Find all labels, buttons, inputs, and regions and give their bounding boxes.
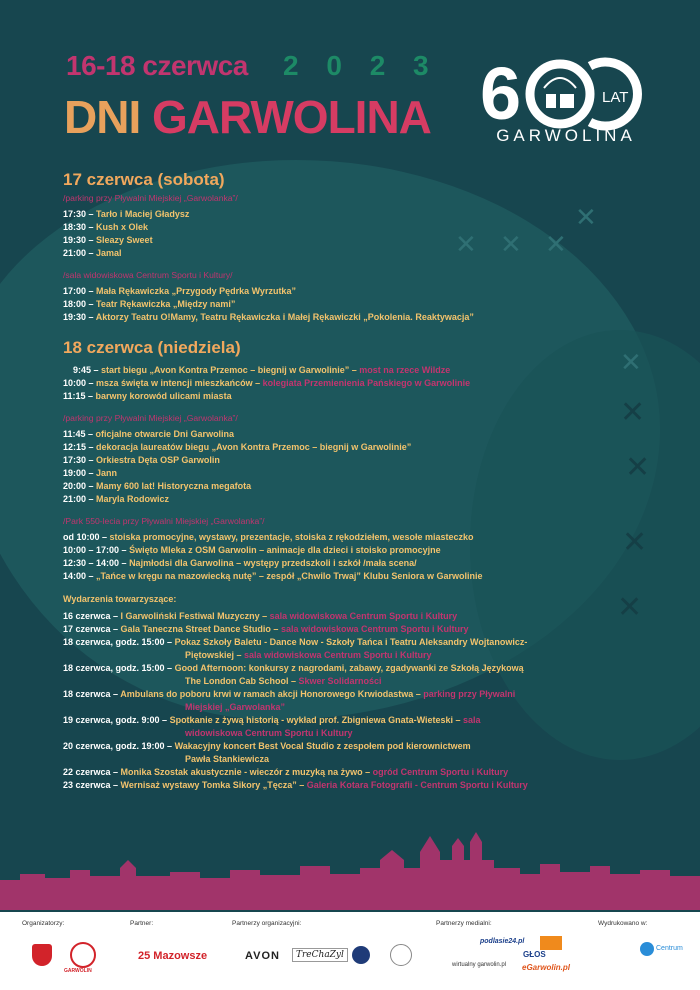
church-icon	[546, 94, 556, 108]
city-skyline	[0, 830, 700, 910]
item-time: 12:30 – 14:00 –	[63, 558, 130, 568]
item-time: 9:45 –	[73, 365, 102, 375]
cross-icon: ✕	[500, 230, 522, 260]
event-text: Piętowskiej –	[185, 650, 245, 660]
item-text: Sleazy Sweet	[96, 235, 153, 245]
event-item	[63, 714, 663, 727]
event-place: sala widowiskowa Centrum Sportu i Kultury	[269, 611, 458, 621]
schedule-item	[63, 221, 663, 234]
item-text: „Tańce w kręgu na mazowiecką nutę” – zespół „Chwilo Trwaj” Klubu Seniora w Garwolinie	[96, 571, 483, 581]
event-item	[63, 610, 663, 623]
item-text: Teatr Rękawiczka „Między nami”	[96, 299, 236, 309]
event-dates: 16-18 czerwca	[66, 50, 248, 81]
event-place: Miejskiej „Garwolanka”	[185, 702, 286, 712]
sponsors-footer	[0, 912, 700, 990]
item-text: Jann	[96, 468, 118, 478]
title-part-1: DNI	[64, 91, 152, 143]
event-text: Wakacyjny koncert Best Vocal Studio z zespołem pod kierownictwem	[174, 741, 471, 751]
events-list	[63, 610, 663, 792]
schedule-list	[63, 208, 663, 260]
item-time: 18:30 –	[63, 222, 97, 232]
partner-badge-icon	[390, 944, 412, 966]
event-date: 20 czerwca, godz. 19:00 –	[63, 741, 175, 751]
schedule-item	[63, 285, 663, 298]
centrum-logo-text: Centrum	[656, 945, 683, 952]
item-text: Maryla Rodowicz	[96, 494, 170, 504]
item-text: Mamy 600 lat! Historyczna megafota	[96, 481, 252, 491]
cross-icon: ✕	[545, 230, 567, 260]
item-time: 20:00 –	[63, 481, 97, 491]
media-partners-label: Partnerzy medialni:	[436, 920, 492, 927]
event-date: 18 czerwca –	[63, 689, 121, 699]
event-date: 22 czerwca –	[63, 767, 121, 777]
item-time: 19:30 –	[63, 312, 96, 322]
event-place: sala widowiskowa Centrum Sportu i Kultury	[244, 650, 432, 660]
item-text: Aktorzy Teatru O!Mamy, Teatru Rękawiczka i Małej Rękawiczki „Pokolenia. Reaktywacja”	[95, 312, 474, 322]
events-heading: Wydarzenia towarzyszące:	[63, 594, 177, 604]
schedule-item	[63, 311, 663, 324]
event-text: The London Cab School –	[185, 676, 299, 686]
cross-icon: ✕	[617, 590, 643, 625]
item-text: Orkiestra Dęta OSP Garwolin	[96, 455, 220, 465]
event-date: 16 czerwca –	[63, 611, 121, 621]
cross-icon: ✕	[575, 203, 597, 233]
event-text: Gala Taneczna Street Dance Studio –	[120, 624, 281, 634]
event-item-continuation	[63, 675, 663, 688]
event-item-continuation	[63, 727, 663, 740]
org-partners-label: Partnerzy organizacyjni:	[232, 920, 302, 927]
event-date: 18 czerwca, godz. 15:00 –	[63, 663, 175, 673]
partner-round-logo-icon	[352, 946, 370, 964]
item-text: msza święta w intencji mieszkańców –	[96, 378, 263, 388]
cross-icon: ✕	[625, 450, 651, 485]
event-item-continuation	[63, 701, 663, 714]
schedule-item	[63, 390, 663, 403]
logo-lat: LAT	[602, 89, 629, 106]
kurier-logo-icon	[540, 936, 562, 950]
schedule-item	[63, 428, 663, 441]
trecha-logo: TreChaZyl	[292, 948, 348, 962]
day-heading-saturday: 17 czerwca (sobota)	[63, 170, 225, 189]
item-time: 11:15 –	[63, 391, 96, 401]
event-place: Skwer Solidarności	[298, 676, 382, 686]
event-text: Wernisaż wystawy Tomka Sikory „Tęcza” –	[120, 780, 307, 790]
cross-icon: ✕	[622, 525, 648, 560]
egarwolin-logo: eGarwolin.pl	[522, 963, 571, 972]
mazowsze-logo: 25 Mazowsze	[138, 950, 208, 962]
event-date: 18 czerwca, godz. 15:00 –	[63, 637, 175, 647]
schedule-item	[63, 531, 663, 544]
cross-icon: ✕	[620, 395, 646, 430]
schedule-item	[63, 441, 663, 454]
event-text: Monika Szostak akustycznie - wieczór z muzyką na żywo –	[120, 767, 373, 777]
event-text: I Garwoliński Festiwal Muzyczny –	[120, 611, 270, 621]
item-text: start biegu „Avon Kontra Przemoc – biegnij w Garwolinie” –	[101, 365, 360, 375]
venue-label: /sala widowiskowa Centrum Sportu i Kultury/	[63, 270, 233, 280]
organizers-label: Organizatorzy:	[22, 920, 65, 927]
schedule-item	[63, 467, 663, 480]
venue-label: /parking przy Pływalni Miejskiej „Garwolanka”/	[63, 413, 238, 423]
podlasie24-logo: podlasie24.pl	[480, 938, 525, 945]
event-date: 19 czerwca, godz. 9:00 –	[63, 715, 170, 725]
schedule-item	[63, 234, 663, 247]
event-place: sala	[463, 715, 481, 725]
item-time: 17:30 –	[63, 455, 97, 465]
schedule-item	[63, 544, 663, 557]
logo-city: GARWOLINA	[496, 126, 636, 145]
logo-number-six: 6	[480, 52, 522, 135]
event-date: 23 czerwca –	[63, 780, 121, 790]
item-text: Jamal	[96, 248, 122, 258]
page-title	[64, 90, 431, 144]
item-time: 21:00 –	[63, 248, 97, 258]
event-text: Ambulans do poboru krwi w ramach akcji Honorowego Krwiodastwa –	[120, 689, 424, 699]
event-place: ogród Centrum Sportu i Kultury	[372, 767, 509, 777]
program-content	[63, 170, 663, 792]
item-time: 19:30 –	[63, 235, 97, 245]
cross-icon: ✕	[620, 348, 642, 378]
item-text: Najmłodsi dla Garwolina – występy przedszkoli i szkół /mała scena/	[129, 558, 417, 568]
item-time: 10:00 –	[63, 378, 97, 388]
schedule-item	[63, 557, 663, 570]
event-item	[63, 740, 663, 753]
schedule-item	[63, 480, 663, 493]
event-item-continuation	[63, 649, 663, 662]
schedule-list	[63, 364, 663, 403]
schedule-item	[63, 208, 663, 221]
event-text: Pokaz Szkoły Baletu - Dance Now - Szkoły Tańca i Teatru Aleksandry Wojtanowicz-	[174, 637, 528, 647]
event-item	[63, 662, 663, 675]
schedule-item	[63, 247, 663, 260]
event-place: parking przy Pływalni	[423, 689, 516, 699]
event-year: 2 0 2 3	[283, 50, 439, 81]
event-item	[63, 688, 663, 701]
item-text: barwny korowód ulicami miasta	[95, 391, 232, 401]
venue-label: /parking przy Pływalni Miejskiej „Garwolanka”/	[63, 193, 238, 203]
cross-icon: ✕	[455, 230, 477, 260]
venue-label: /Park 550-lecia przy Pływalni Miejskiej „Garwolanka”/	[63, 516, 265, 526]
event-place: widowiskowa Centrum Sportu i Kultury	[185, 728, 353, 738]
item-time: 18:00 –	[63, 299, 97, 309]
item-time: 14:00 –	[63, 571, 97, 581]
item-place: most na rzece Wildze	[359, 365, 451, 375]
event-place: sala widowiskowa Centrum Sportu i Kultury	[280, 624, 469, 634]
schedule-list	[63, 428, 663, 506]
day-heading-sunday: 18 czerwca (niedziela)	[63, 338, 241, 357]
schedule-item	[63, 298, 663, 311]
item-time: 17:00 –	[63, 286, 97, 296]
schedule-list	[63, 525, 663, 583]
item-text: oficjalne otwarcie Dni Garwolina	[95, 429, 235, 439]
item-time: od 10:00 –	[63, 532, 110, 542]
item-text: Tarło i Maciej Gładysz	[96, 209, 190, 219]
osir-logo-text: GARWOLIN	[64, 968, 92, 974]
bridge-icon	[544, 78, 576, 88]
osir-logo-icon	[70, 942, 96, 968]
item-time: 11:45 –	[63, 429, 96, 439]
centrum-logo-icon	[640, 942, 654, 956]
event-item	[63, 766, 663, 779]
item-text: Święto Mleka z OSM Garwolin – animacje dla dzieci i stoisko promocyjne	[129, 545, 441, 555]
event-item-continuation	[63, 753, 663, 766]
item-text: Kush x Olek	[96, 222, 149, 232]
building-icon	[560, 94, 574, 108]
event-place: Galeria Kotara Fotografii - Centrum Sportu i Kultury	[306, 780, 528, 790]
item-time: 19:00 –	[63, 468, 97, 478]
glos-logo: GŁOS	[523, 950, 546, 959]
schedule-list	[63, 285, 663, 324]
event-item	[63, 623, 663, 636]
item-text: Mała Rękawiczka „Przygody Pędrka Wyrzutka”	[96, 286, 296, 296]
event-text: Good Afternoon: konkursy z nagrodami, zabawy, zgadywanki ze Szkołą Językową	[174, 663, 524, 673]
item-time: 21:00 –	[63, 494, 97, 504]
item-text: stoiska promocyjne, wystawy, prezentacje, stoiska z rękodziełem, wesołe miasteczko	[109, 532, 474, 542]
event-item	[63, 779, 663, 792]
event-item	[63, 636, 663, 649]
wirtualny-garwolin-logo: wirtualny garwolin.pl	[452, 962, 507, 968]
schedule-item	[63, 454, 663, 467]
coat-of-arms-icon	[32, 944, 52, 966]
schedule-item	[63, 570, 663, 583]
schedule-item	[63, 364, 663, 377]
printed-label: Wydrukowano w:	[598, 920, 648, 927]
event-date: 17 czerwca –	[63, 624, 121, 634]
avon-logo: AVON	[245, 950, 280, 962]
event-text: Pawła Stankiewicza	[185, 754, 270, 764]
item-place: kolegiata Przemienienia Pańskiego w Garwolinie	[262, 378, 471, 388]
event-text: Spotkanie z żywą historią - wykład prof. Zbigniewa Gnata-Wieteski –	[169, 715, 464, 725]
schedule-item	[63, 493, 663, 506]
item-time: 10:00 – 17:00 –	[63, 545, 130, 555]
title-part-2: GARWOLINA	[152, 91, 431, 143]
item-text: dekoracja laureatów biegu „Avon Kontra Przemoc – biegnij w Garwolinie”	[96, 442, 412, 452]
item-time: 17:30 –	[63, 209, 97, 219]
item-time: 12:15 –	[63, 442, 97, 452]
schedule-item	[63, 377, 663, 390]
partner-label: Partner:	[130, 920, 154, 927]
